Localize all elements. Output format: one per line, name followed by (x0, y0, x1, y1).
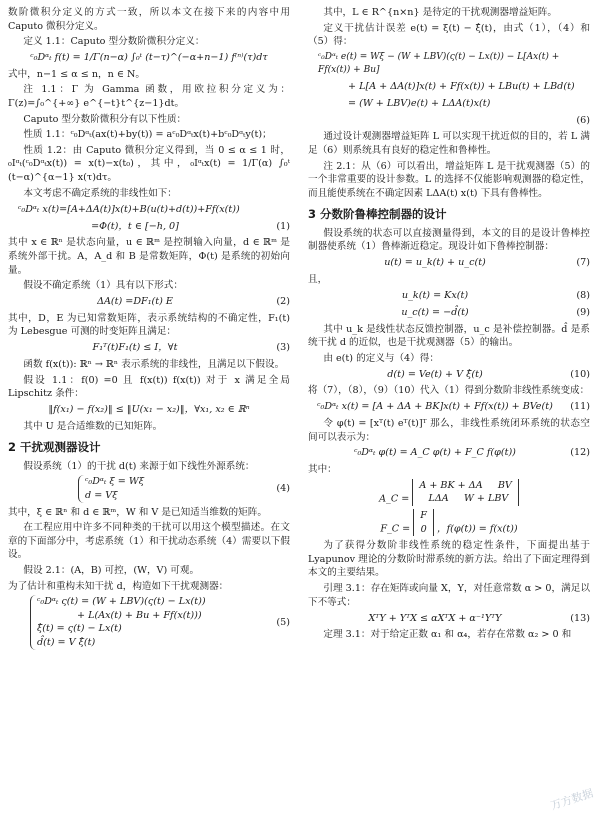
and-text: 且， (308, 273, 328, 285)
system-intro: 本文考虑不确定系统的非线性如下： (23, 187, 177, 199)
equation-2: ΔA(t) =DF₁(t) E (2) (97, 295, 290, 307)
property-1-2: 性质 1.2：由 Caputo 微积分定义得到，当 0 ≤ α ≤ 1 时，₀Iᵅₜ(ᶜ₀Dᵅₜx(t)) = x(t)−x(t₀)，其中，₀Iᵅₜx(t) = 1/Γ(α) ∫₀ᵗ (t−α)^{α−1} x(τ)dτ。 (8, 144, 290, 184)
error-definition: 定义干扰估计误差 e(t) = ξ(t) − ξ̂(t)，由式（1），（4）和（5）得： (308, 22, 590, 48)
substitution-text: 将（7），（8），（9）（10）代入（1）得到分数阶非线性系统变成： (308, 385, 590, 397)
phi-definition: 令 φ(t) = [xᵀ(t) eᵀ(t)]ᵀ 那么，非线性系统闭环系统的状态空间可以表示为： (308, 418, 590, 443)
equation-9: u_c(t) = −d̂(t) (9) (401, 306, 590, 318)
equation-number-10: (10) (570, 368, 590, 380)
equation-6b: + L[A + ΔA(t)]x(t) + Ff(x(t)) + LBu(t) + LBd(t) (348, 80, 575, 92)
equation-3: F₁ᵀ(t)F₁(t) ≤ I，∀t (3) (92, 342, 290, 354)
section-2-heading: 2 干扰观测器设计 (8, 440, 101, 455)
equation-12: ᶜ₀Dᵅₜ φ(t) = A_C φ(t) + F_C f(φ(t)) (12) (354, 447, 590, 459)
equation-6c: = (W + LBV)e(t) + LΔA(t)x(t) (348, 97, 491, 109)
equation-number-4: (4) (276, 483, 290, 495)
nonlinear-function-text: 函数 f(x(t)): ℝⁿ → ℝⁿ 表示系统的非线性，且满足以下假设。 (23, 358, 285, 370)
properties-intro: Caputo 型分数阶微积分有以下性质： (23, 113, 187, 125)
equation-number-12: (12) (570, 447, 590, 459)
definition-text: 由 e(t) 的定义与（4）得： (323, 352, 439, 364)
equation-number-11: (11) (570, 401, 590, 413)
equation-number-2: (2) (276, 295, 290, 307)
note-2-1: 注 2.1：从（6）可以看出，增益矩阵 L 是干扰观测器（5）的一个非常重要的设计参数。L 的选择不仅能影响观测器的稳定性，而且能使系统在不确定因素 LΔA(t) x(t) 下具有鲁棒性。 (308, 160, 590, 199)
where-text-1: 式中，n−1 ≤ α ≤ n，n ∈ N。 (8, 68, 145, 80)
equation-caputo: ᶜ₀Dᵅₜ f(t) = 1/Γ(n−α) ∫₀ᵗ (t−τ)^(−α+n−1) f⁽ⁿ⁾(τ)dτ (30, 52, 268, 64)
lemma-3-1: 引理 3.1：存在矩阵或向量 X，Y，对任意常数 α > 0，满足以下不等式： (308, 583, 590, 608)
equation-number-8: (8) (576, 289, 590, 301)
watermark-logo: 万方数据 (548, 786, 595, 813)
equation-5: ᶜ₀Dᵅₜ ς(t) = (W + LBV)(ς(t) − Lx(t)) + L(Ax(t) + Bu + Ff(x(t))) ξ̂(t) = ς(t) − Lx(t) d̂(t) = V ξ̂(t) (5) (8, 595, 290, 649)
where-text-4: 其中，ξ ∈ ℝⁿ 和 d ∈ ℝᵐ，W 和 V 是已知适当维数的矩阵。 (8, 506, 267, 518)
left-column (8, 6, 290, 653)
equation-6-number-row (308, 113, 590, 127)
lyapunov-text: 为了获得分数阶非线性系统的稳定性条件，下面提出基于 Lyapunov 理论的分数阶时滞系统的新方法。给出了下面定理得到本文的主要结果。 (308, 540, 590, 579)
matrix-Ac: A_C = A + BK + ΔA BV LΔA W + LBV (308, 479, 590, 506)
equation-10: d(t) = Ve(t) + V ξ̂(t) (10) (387, 368, 590, 380)
equation-8: u_k(t) = Kx(t) (8) (401, 289, 590, 301)
equation-number-9: (9) (576, 306, 590, 318)
right-column (308, 6, 590, 644)
controller-intro: 假设系统的状态可以直接测量得到，本文的目的是设计鲁棒控制器使系统（1）鲁棒渐近稳定。现设计如下鲁棒控制器： (308, 227, 590, 253)
equation-1b: =Φ(t)，t ∈ [−h, 0] (1) (91, 220, 290, 232)
disturbance-intro: 假设系统（1）的干扰 d(t) 来源于如下线性外源系统： (23, 460, 255, 472)
matrix-Fc: F_C = F 0 ，f(φ(t)) = f(x(t)) (380, 510, 518, 535)
state-vector-text: 其中 x ∈ ℝⁿ 是状态向量，u ∈ ℝᵐ 是控制输入向量，d ∈ ℝᵐ 是系统外部干扰。A，A_d 和 B 是常数矩阵，Φ(t) 是系统的初始向量。 (8, 237, 290, 276)
definition-1-1: 定义 1.1：Caputo 型分数阶微积分定义： (23, 36, 205, 48)
matrix-U-text: 其中 U 是合适维数的已知矩阵。 (23, 420, 163, 432)
equation-number-7: (7) (576, 257, 590, 269)
equation-number-13: (13) (570, 612, 590, 624)
observer-intro: 为了估计和重构未知干扰 d，构造如下干扰观测器： (8, 580, 229, 592)
equation-11: ᶜ₀Dᵅₜ x(t) = [A + ΔA + BK]x(t) + Ff(x(t)) + BVe(t) (11) (317, 401, 590, 413)
equation-6a: ᶜ₀Dᵅₜ e(t) = Wξ − (W + LBV)(ς(t) − Lx(t)) − L[Ax(t) + Ff(x(t)) + Bu] (318, 51, 560, 75)
equation-1a: ᶜ₀Dᵅₜ x(t)=[A+ΔA(t)]x(t)+B(u(t)+d(t))+Ff(x(t)) (18, 203, 240, 215)
equation-number-3: (3) (276, 342, 290, 354)
equation-lipschitz: ‖f(x₁) − f(x₂)‖ ≤ ‖U(x₁ − x₂)‖，∀x₁, x₂ ∈ ℝⁿ (48, 403, 250, 415)
controller-explanation: 其中 u_k 是线性状态反馈控制器，u_c 是补偿控制器。d̂ 是系统干扰 d 的近似，也是干扰观测器（5）的输出。 (308, 323, 590, 349)
note-1-1: 注 1.1：Γ 为 Gamma 函数，用欧拉积分定义为：Γ(z)=∫₀^{+∞} e^{−t}t^{z−1}dt。 (8, 84, 290, 110)
section-3-heading: 3 分数阶鲁棒控制器的设计 (308, 207, 447, 222)
where-text-2: 其中，D，E 为已知常数矩阵，表示系统结构的不确定性，F₁(t) 为 Lebesgue 可测的时变矩阵且满足： (8, 312, 290, 338)
gain-matrix-text: 其中，L ∈ R^{n×n} 是待定的干扰观测器增益矩阵。 (323, 7, 557, 18)
intro-text: 数阶微积分定义的方式一致，所以本文在接下来的内容中用 Caputo 微积分定义。 (8, 7, 290, 32)
equation-number-6: (6) (576, 114, 590, 126)
theorem-3-1: 定理 3.1：对于给定正数 α₁ 和 α₄，若存在常数 α₂ > 0 和 (323, 629, 572, 641)
equation-number-1: (1) (276, 220, 290, 232)
property-1-1: 性质 1.1：ᶜ₀Dᵅₜ(ax(t)+by(t)) = aᶜ₀Dᵅₜx(t)+bᶜ₀Dᵅₜy(t)； (23, 129, 272, 141)
equation-7: u(t) = u_k(t) + u_c(t) (7) (384, 257, 590, 269)
gain-design-text: 通过设计观测器增益矩阵 L 可以实现干扰近似的目的，若 L 满足（6）则系统具有良好的稳定性和鲁棒性。 (308, 131, 590, 156)
where-text-12: 其中： (308, 464, 337, 476)
engineering-text: 在工程应用中许多不同种类的干扰可以用这个模型描述。在文章的下面部分中，考虑系统（1）和干扰动态系统（4）需要以下假设。 (8, 522, 290, 561)
equation-13: XᵀY + YᵀX ≤ αXᵀX + α⁻¹YᵀY (13) (368, 612, 590, 624)
assumption-2-1: 假设 2.1：(A，B) 可控，(W，V) 可观。 (23, 565, 200, 576)
uncertainty-intro: 假设不确定系统（1）具有以下形式： (23, 280, 183, 292)
equation-4: ᶜ₀Dᵅₜ ξ = Wξ d = Vξ (4) (8, 475, 290, 502)
assumption-1-1: 假设 1.1：f(0) =0 且 f(x(t)) f(x(t)) 对于 x 满足全局 Lipschitz 条件： (8, 374, 290, 400)
equation-number-5: (5) (276, 616, 290, 628)
